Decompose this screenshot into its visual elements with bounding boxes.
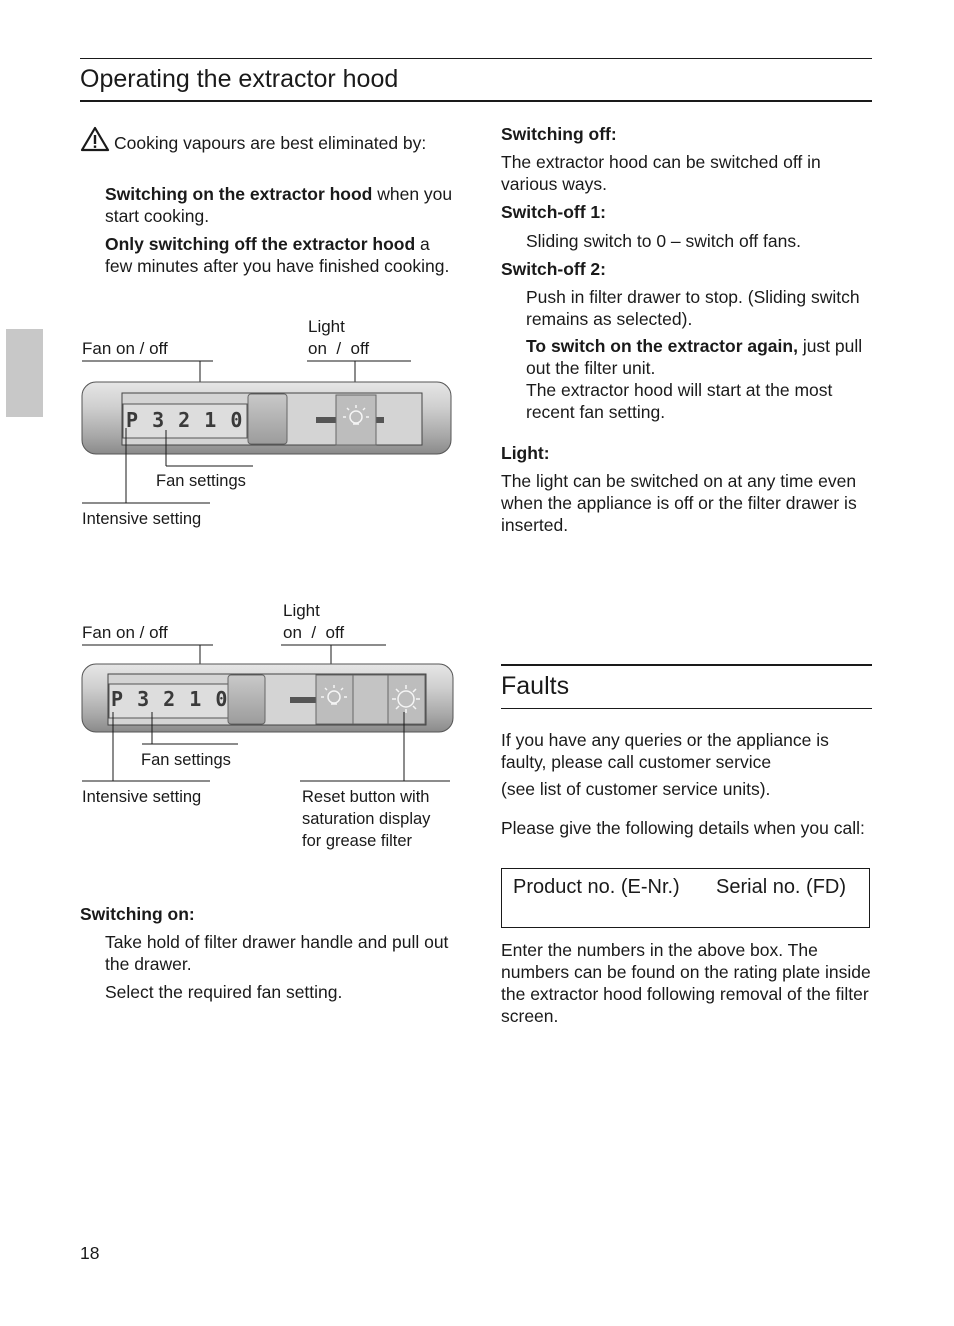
faults-bottom-rule [501,708,872,709]
faults-text-2: (see list of customer service units). [501,779,771,799]
faults-text-3: Please give the following details when you call: [501,818,865,838]
diagram-2-display: P 3 2 1 0 [111,687,229,711]
customer-details-box [501,868,870,928]
diagram-2-light-label: Light [283,601,320,620]
diagram-2-reset-label-line-2: saturation display [302,810,431,828]
diagram-1-panel [80,358,455,508]
warning-triangle-icon [80,126,110,152]
faults-text-1: If you have any queries or the appliance is faulty, please call customer service [501,730,829,772]
light-heading: Light: [501,443,550,463]
switch-off-1-text: Sliding switch to 0 – switch off fans. [526,231,801,251]
top-rule [80,58,872,59]
diagram-2-light-on-off-label: on / off [283,623,345,642]
diagram-2-intensive-label: Intensive setting [82,788,202,806]
tip-1-bold: Switching on the extractor hood [105,184,373,204]
switch-on-again-text: The extractor hood will start at the most recent fan setting. [526,380,833,422]
diagram-2-panel [80,642,455,787]
switching-off-heading: Switching off: [501,124,617,144]
tip-2 [105,233,455,277]
switch-on-again-bold: To switch on the extractor again, [526,336,798,356]
title-rule [80,100,872,102]
switch-on-again [526,335,871,423]
diagram-1-fan-settings-label: Fan settings [156,472,246,490]
diagram-1-intensive-label: Intensive setting [82,510,202,528]
tip-2-rest: a few minutes after you have finished cooking. [105,234,450,276]
switching-off-text: The extractor hood can be switched off in various ways. [501,152,821,194]
faults-heading: Faults [501,672,570,700]
diagram-1-light-label: Light [308,317,345,336]
switch-off-2-text: Push in filter drawer to stop. (Sliding switch remains as selected). [526,287,860,329]
switching-on-heading: Switching on: [80,904,195,924]
warning-text: Cooking vapours are best eliminated by: [114,133,427,153]
switch-on-again-rest: just pull out the filter unit. [526,336,863,378]
faults-text-4: Enter the numbers in the above box. The numbers can be found on the rating plate inside the extractor hood following removal of the filter screen. [501,940,871,1026]
diagram-1-light-on-off-label: on / off [308,339,370,358]
diagram-2-fan-settings-label: Fan settings [141,751,231,769]
switch-off-1-heading: Switch-off 1: [501,202,606,222]
tip-2-bold: Only switching off the extractor hood [105,234,416,254]
warning-paragraph [80,126,450,154]
tip-1-rest: when you start cooking. [105,184,453,226]
switch-off-2-heading: Switch-off 2: [501,259,606,279]
serial-number-label: Serial no. (FD) [716,876,847,898]
tip-1 [105,183,455,227]
product-number-label: Product no. (E-Nr.) [513,876,680,898]
switching-on-step-1: Take hold of filter drawer handle and pull out the drawer. [105,932,449,974]
page-number: 18 [80,1243,100,1263]
side-tab-marker [6,329,43,417]
diagram-2-fan-label: Fan on / off [82,623,168,642]
diagram-2-reset-label-line-1: Reset button with [302,788,430,806]
diagram-1-fan-label: Fan on / off [82,339,168,358]
page-title: Operating the extractor hood [80,65,399,93]
diagram-1-display: P 3 2 1 0 [126,408,244,432]
diagram-2-reset-label-line-3: for grease filter [302,832,413,850]
light-text: The light can be switched on at any time even when the appliance is off or the filter drawer is inserted. [501,471,857,535]
faults-top-rule [501,664,872,666]
switching-on-step-2: Select the required fan setting. [105,982,343,1002]
